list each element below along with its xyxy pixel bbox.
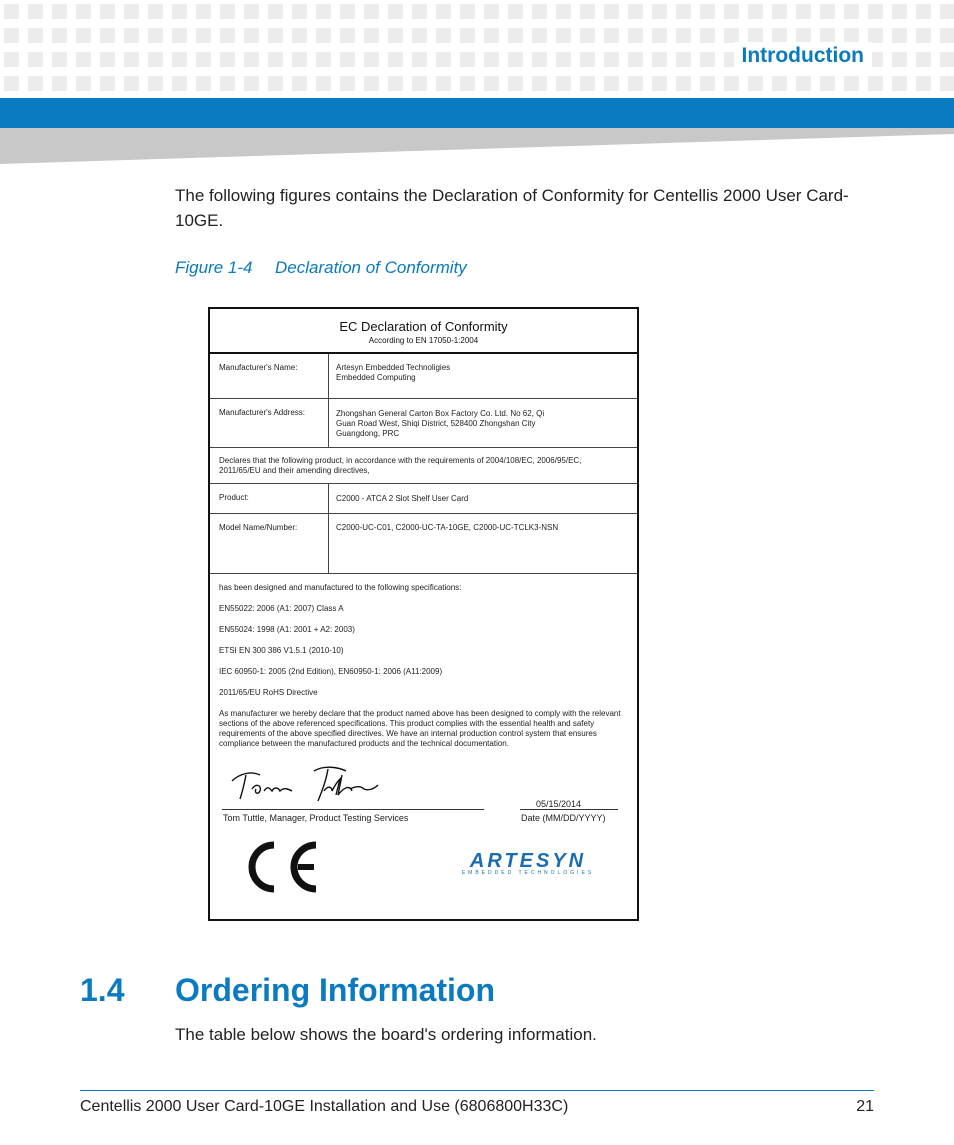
header-dot	[676, 52, 691, 67]
header-dot	[796, 28, 811, 43]
header-dot	[652, 76, 667, 91]
header-dot	[292, 4, 307, 19]
manufacturer-address-label: Manufacturer's Address:	[219, 408, 306, 417]
cert-title: EC Declaration of Conformity	[339, 319, 508, 334]
declares-text: Declares that the following product, in accordance with the requirements of 2004/108/EC, 2006/95/EC, 2011/65/EU and their amending directives,	[219, 456, 582, 475]
header-dot	[676, 28, 691, 43]
figure-number: Figure 1-4	[175, 258, 253, 277]
header-dot	[100, 28, 115, 43]
date-line	[520, 809, 618, 810]
product-label: Product:	[219, 493, 249, 502]
address-line: Zhongshan General Carton Box Factory Co. Ltd. No 62, Qi	[336, 409, 545, 418]
header-dot	[76, 52, 91, 67]
header-dot	[844, 4, 859, 19]
header-dot	[724, 76, 739, 91]
header-dot	[556, 76, 571, 91]
header-dot	[196, 28, 211, 43]
header-dot	[916, 76, 931, 91]
cert-product-row	[210, 484, 637, 514]
header-dot	[76, 76, 91, 91]
header-dot	[460, 4, 475, 19]
header-dot	[508, 28, 523, 43]
header-dot	[124, 28, 139, 43]
header-dot	[340, 76, 355, 91]
header-dot	[604, 28, 619, 43]
signature-line	[222, 809, 484, 810]
spec-item: ETSI EN 300 386 V1.5.1 (2010-10)	[219, 646, 344, 655]
spec-item: 2011/65/EU RoHS Directive	[219, 688, 318, 697]
cert-declares-row	[210, 448, 637, 484]
header-dot	[292, 28, 307, 43]
header-dot	[124, 52, 139, 67]
header-dot	[820, 4, 835, 19]
header-dot	[556, 4, 571, 19]
header-dot	[604, 4, 619, 19]
header-dot	[244, 4, 259, 19]
compliance-statement: As manufacturer we hereby declare that the product named above has been designed to comply with the relevant sections of the above referenced specifications. This product complies with the essential health and safety requirements of the above specified directives. We have an internal production control system that ensures compliance between the manufactured products and the technical documentation.	[219, 709, 621, 748]
header-dot	[268, 76, 283, 91]
header-dot	[4, 76, 19, 91]
intro-paragraph: The following figures contains the Declaration of Conformity for Centellis 2000 User Card-10GE.	[175, 186, 849, 230]
header-dot	[604, 76, 619, 91]
footer-page-number: 21	[856, 1098, 874, 1115]
header-dot	[4, 28, 19, 43]
cert-specifications	[219, 583, 627, 749]
address-line: Guan Road West, Shiqi District, 528400 Zhongshan City	[336, 419, 536, 428]
header-dot	[340, 4, 355, 19]
header-dot	[724, 4, 739, 19]
header-dot	[268, 4, 283, 19]
header-dot	[916, 28, 931, 43]
header-blue-bar	[0, 98, 954, 128]
header-dot	[532, 76, 547, 91]
header-dot	[244, 52, 259, 67]
header-dot	[268, 28, 283, 43]
header-dot	[508, 52, 523, 67]
header-dot	[220, 28, 235, 43]
header-dot	[292, 76, 307, 91]
header-dot	[4, 4, 19, 19]
header-dot	[916, 4, 931, 19]
header-dot	[28, 76, 43, 91]
header-dot	[460, 76, 475, 91]
header-dot	[436, 4, 451, 19]
header-dot	[916, 52, 931, 67]
header-dot	[748, 28, 763, 43]
header-dot	[172, 76, 187, 91]
header-dot	[604, 52, 619, 67]
header-dot	[364, 76, 379, 91]
header-dot	[28, 4, 43, 19]
model-label: Model Name/Number:	[219, 523, 298, 532]
header-dot	[28, 52, 43, 67]
header-dot	[220, 52, 235, 67]
header-dot	[364, 52, 379, 67]
header-dot	[76, 4, 91, 19]
address-line: Guangdong, PRC	[336, 429, 400, 438]
signature-image	[228, 761, 388, 805]
manufacturer-name-label: Manufacturer's Name:	[219, 363, 298, 372]
header-dot	[460, 52, 475, 67]
header-dot	[892, 76, 907, 91]
header-dot	[892, 52, 907, 67]
header-dot	[556, 28, 571, 43]
header-dot	[388, 4, 403, 19]
cert-address-row	[210, 399, 637, 448]
header-dot	[364, 4, 379, 19]
cert-title-row	[210, 309, 637, 354]
header-dot	[172, 28, 187, 43]
header-dot	[4, 52, 19, 67]
header-dot	[124, 4, 139, 19]
figure-title: Declaration of Conformity	[275, 258, 467, 277]
header-dot	[940, 52, 954, 67]
header-dot	[340, 52, 355, 67]
header-dot	[700, 52, 715, 67]
ce-mark-icon	[236, 839, 322, 895]
header-dot	[412, 52, 427, 67]
header-dot	[388, 76, 403, 91]
header-dot	[244, 28, 259, 43]
product-value: C2000 - ATCA 2 Slot Shelf User Card	[336, 494, 469, 503]
header-dot	[820, 76, 835, 91]
header-dot	[484, 76, 499, 91]
figure-caption	[175, 258, 467, 278]
header-dot	[868, 76, 883, 91]
header-dot	[220, 76, 235, 91]
header-dot	[268, 52, 283, 67]
header-dot	[940, 28, 954, 43]
header-dot	[940, 4, 954, 19]
cert-column-divider	[328, 354, 329, 398]
header-dot	[844, 28, 859, 43]
header-dot	[796, 76, 811, 91]
header-dot	[28, 28, 43, 43]
manufacturer-name-value	[336, 363, 631, 383]
header-dot	[244, 76, 259, 91]
header-dot	[148, 28, 163, 43]
header-dot	[172, 52, 187, 67]
header-dot	[52, 28, 67, 43]
cert-model-row	[210, 514, 637, 574]
header-dot	[796, 4, 811, 19]
header-dot	[364, 28, 379, 43]
header-dot	[508, 76, 523, 91]
logo-brand: ARTESYN	[469, 850, 587, 872]
header-dot	[580, 28, 595, 43]
header-dot	[388, 52, 403, 67]
header-dot	[436, 52, 451, 67]
header-dot	[196, 76, 211, 91]
cert-column-divider	[328, 484, 329, 513]
header-section-title: Introduction	[734, 42, 872, 70]
header-dot	[700, 76, 715, 91]
header-dot	[892, 4, 907, 19]
header-dot	[652, 52, 667, 67]
header-dot	[652, 28, 667, 43]
header-dot	[148, 4, 163, 19]
logo-tagline: EMBEDDED TECHNOLOGIES	[461, 870, 595, 876]
header-dot	[580, 4, 595, 19]
header-dot	[148, 52, 163, 67]
header-dot	[100, 4, 115, 19]
header-dot	[148, 76, 163, 91]
header-dot	[652, 4, 667, 19]
header-dot	[52, 76, 67, 91]
header-dot	[532, 4, 547, 19]
header-dot	[292, 52, 307, 67]
manufacturer-name-line: Embedded Computing	[336, 373, 416, 382]
header-dot	[100, 76, 115, 91]
header-dot	[172, 4, 187, 19]
artesyn-logo	[448, 852, 608, 876]
spec-item: EN55022: 2006 (A1: 2007) Class A	[219, 604, 344, 613]
header-dot	[820, 28, 835, 43]
header-dot	[316, 28, 331, 43]
header-dot	[412, 4, 427, 19]
header-dot	[676, 76, 691, 91]
header-dot	[844, 76, 859, 91]
header-dot	[772, 4, 787, 19]
header-dot	[196, 4, 211, 19]
header-dot	[700, 4, 715, 19]
header-dot	[580, 76, 595, 91]
header-dot	[556, 52, 571, 67]
cert-column-divider	[328, 399, 329, 447]
header-dot	[316, 52, 331, 67]
header-dot	[388, 28, 403, 43]
header-dot	[316, 4, 331, 19]
header-dot	[100, 52, 115, 67]
model-value: C2000-UC-C01, C2000-UC-TA-10GE, C2000-UC-TCLK3-NSN	[336, 523, 559, 532]
specs-intro: has been designed and manufactured to the following specifications:	[219, 583, 462, 592]
header-dot	[748, 4, 763, 19]
header-dot	[316, 76, 331, 91]
cert-column-divider	[328, 514, 329, 573]
footer-doc-title: Centellis 2000 User Card-10GE Installation and Use (6806800H33C)	[80, 1098, 569, 1115]
cert-subtitle: According to EN 17050-1:2004	[368, 336, 479, 345]
header-dot	[868, 28, 883, 43]
signer-name: Tom Tuttle, Manager, Product Testing Services	[223, 813, 409, 823]
header-dot	[76, 28, 91, 43]
header-dot	[724, 28, 739, 43]
header-dot	[940, 76, 954, 91]
header-dot	[508, 4, 523, 19]
header-gray-band	[0, 128, 954, 164]
header-dot	[676, 4, 691, 19]
header-dot	[484, 52, 499, 67]
header-dot	[436, 76, 451, 91]
section-heading	[80, 972, 495, 1009]
header-dot	[628, 76, 643, 91]
header-dot	[460, 28, 475, 43]
header-dot	[892, 28, 907, 43]
manufacturer-name-line: Artesyn Embedded Technoligies	[336, 363, 451, 372]
spec-item: EN55024: 1998 (A1: 2001 + A2: 2003)	[219, 625, 355, 634]
section-paragraph: The table below shows the board's ordering information.	[175, 1025, 597, 1044]
header-dot	[532, 52, 547, 67]
header-dot	[484, 4, 499, 19]
header-dot	[52, 4, 67, 19]
spec-item: IEC 60950-1: 2005 (2nd Edition), EN60950-1: 2006 (A11:2009)	[219, 667, 443, 676]
header-dot	[532, 28, 547, 43]
header-dot	[628, 4, 643, 19]
section-title: Ordering Information	[175, 972, 495, 1008]
header-dot	[772, 28, 787, 43]
signature-date: 05/15/2014	[536, 799, 582, 809]
header-dot	[220, 4, 235, 19]
header-dot	[436, 28, 451, 43]
header-dot	[340, 28, 355, 43]
header-dot	[196, 52, 211, 67]
cert-manufacturer-row	[210, 354, 637, 399]
header-dot	[700, 28, 715, 43]
header-dot	[52, 52, 67, 67]
header-dot	[772, 76, 787, 91]
header-dot	[748, 76, 763, 91]
footer-rule	[80, 1090, 874, 1091]
header-dot	[124, 76, 139, 91]
date-label: Date (MM/DD/YYYY)	[521, 813, 606, 823]
header-dot	[484, 28, 499, 43]
header-dot	[412, 76, 427, 91]
section-number: 1.4	[80, 972, 125, 1008]
header-dot	[412, 28, 427, 43]
header-dot	[628, 52, 643, 67]
header-dot	[868, 4, 883, 19]
header-dot	[580, 52, 595, 67]
header-dot	[628, 28, 643, 43]
manufacturer-address-value	[336, 409, 631, 439]
declaration-certificate	[208, 307, 639, 921]
